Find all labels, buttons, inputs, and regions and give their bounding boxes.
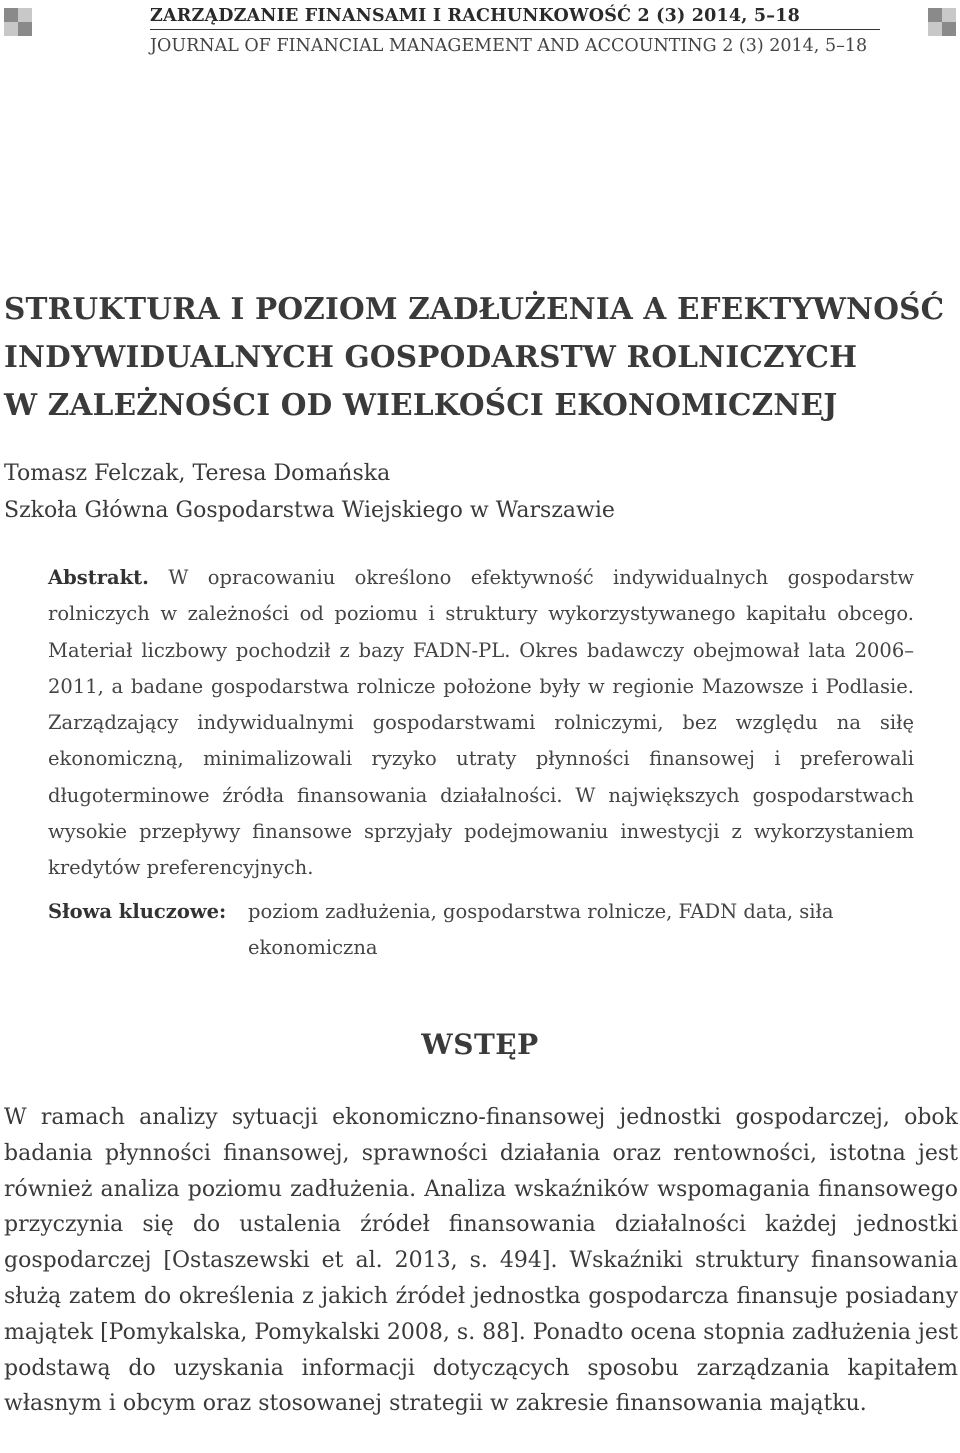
corner-square — [928, 8, 942, 22]
article-title — [4, 285, 954, 429]
journal-header — [150, 6, 880, 56]
abstract-label: Abstrakt. — [48, 566, 149, 589]
article-title-line: W ZALEŻNOŚCI OD WIELKOŚCI EKONOMICZNEJ — [4, 387, 838, 422]
author-block — [4, 455, 615, 529]
keywords-label: Słowa kluczowe: — [48, 900, 227, 923]
journal-title-english: JOURNAL OF FINANCIAL MANAGEMENT AND ACCOUNTING 2 (3) 2014, 5–18 — [150, 36, 868, 56]
keywords-text: poziom zadłużenia, gospodarstwa rolnicze, FADN data, siła ekonomiczna — [248, 900, 834, 960]
article-title-line: INDYWIDUALNYCH GOSPODARSTW ROLNICZYCH — [4, 339, 858, 374]
author-affiliation: Szkoła Główna Gospodarstwa Wiejskiego w Warszawie — [4, 498, 615, 523]
keywords — [48, 894, 914, 967]
corner-registration-mark-left — [4, 8, 32, 36]
corner-square — [18, 22, 32, 36]
journal-title-polish: ZARZĄDZANIE FINANSAMI I RACHUNKOWOŚĆ 2 (3) 2014, 5–18 — [150, 6, 880, 30]
body-paragraph: W ramach analizy sytuacji ekonomiczno-finansowej jednostki gospodarczej, obok badania płynności finansowej, sprawności działania oraz rentowności, istotna jest również analiza poziomu zadłużenia. Analiza wskaźników wspomagania finansowego przyczynia się do ustalenia źródeł finansowania działalności każdej jednostki gospodarczej [Ostaszewski et al. 2013, s. 494]. Wskaźniki struktury finansowania służą zatem do określenia z jakich źródeł jednostka gospodarcza finansuje posiadany majątek [Pomykalska, Pomykalski 2008, s. 88]. Ponadto ocena stopnia zadłużenia jest podstawą do uzyskania informacji dotyczących sposobu zarządzania kapitałem własnym i obcym oraz stosowanej strategii w zakresie finansowania majątku. — [4, 1105, 958, 1417]
abstract-text: W opracowaniu określono efektywność indywidualnych gospodarstw rolniczych w zależności od poziomu i struktury wykorzystywanego kapitału obcego. Materiał liczbowy pochodził z bazy FADN-PL. Okres badawczy obejmował lata 2006–2011, a badane gospodarstwa rolnicze położone były w regionie Mazowsze i Podlasie. Zarządzający indywidualnymi gospodarstwami rolniczymi, bez względu na siłę ekonomiczną, minimalizowali ryzyko utraty płynności finansowej i preferowali długoterminowe źródła finansowania działalności. W największych gospodarstwach wysokie przepływy finansowe sprzyjały podejmowaniu inwestycji z wykorzystaniem kredytów preferencyjnych. — [48, 566, 914, 880]
corner-square — [18, 8, 32, 22]
abstract — [48, 560, 914, 887]
corner-square — [942, 22, 956, 36]
corner-square — [942, 8, 956, 22]
corner-square — [4, 22, 18, 36]
corner-square — [4, 8, 18, 22]
article-title-line: STRUKTURA I POZIOM ZADŁUŻENIA A EFEKTYWNOŚĆ — [4, 291, 945, 326]
author-names: Tomasz Felczak, Teresa Domańska — [4, 461, 391, 486]
corner-square — [928, 22, 942, 36]
corner-registration-mark-right — [928, 8, 956, 36]
section-heading: WSTĘP — [421, 1028, 539, 1061]
